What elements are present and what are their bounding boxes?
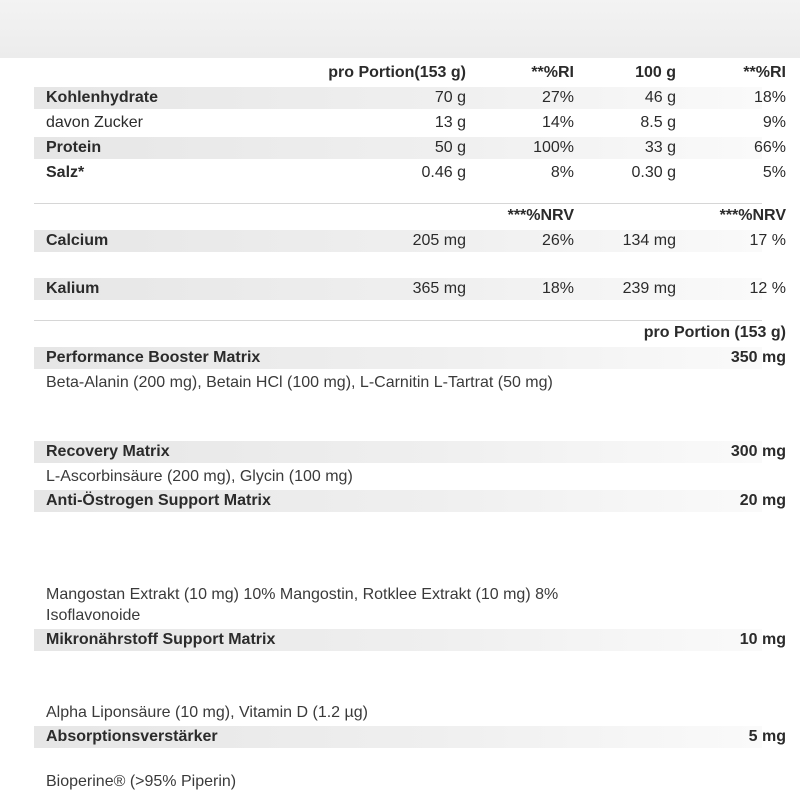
table-row xyxy=(34,137,786,159)
row-portion: 50 g xyxy=(434,139,466,156)
row-ri-1: 14% xyxy=(541,114,574,131)
row-ri-1: 8% xyxy=(550,164,574,181)
header-nrv-2: ***%NRV xyxy=(719,207,786,224)
row-per-100: 46 g xyxy=(644,89,676,106)
row-per-100: 8.5 g xyxy=(640,114,676,131)
matrix-detail: Alpha Liponsäure (10 mg), Vitamin D (1.2 µg) xyxy=(46,704,368,721)
matrix-detail: Beta-Alanin (200 mg), Betain HCl (100 mg), L-Carnitin L-Tartrat (50 mg) xyxy=(46,374,553,391)
row-name: Kalium xyxy=(46,280,100,297)
matrix-name: Performance Booster Matrix xyxy=(46,349,261,366)
row-name: Kohlenhydrate xyxy=(46,89,159,106)
row-ri-2: 9% xyxy=(762,114,786,131)
row-portion: 0.46 g xyxy=(421,164,466,181)
matrix-row xyxy=(34,441,786,463)
row-name: davon Zucker xyxy=(46,114,143,131)
row-nrv-2: 17 % xyxy=(749,232,786,249)
matrix-amount: 300 mg xyxy=(730,443,786,460)
matrix-detail: Isoflavonoide xyxy=(46,607,141,624)
row-name: Calcium xyxy=(46,232,109,249)
row-ri-2: 66% xyxy=(753,139,786,156)
matrix-name: Recovery Matrix xyxy=(46,443,170,460)
row-nrv-2: 12 % xyxy=(749,280,786,297)
matrix-amount: 5 mg xyxy=(748,728,786,745)
row-nrv-1: 26% xyxy=(541,232,574,249)
divider xyxy=(34,320,762,321)
row-per-100: 33 g xyxy=(644,139,676,156)
matrix-row xyxy=(34,629,786,651)
table-row xyxy=(34,230,786,252)
row-portion: 13 g xyxy=(434,114,466,131)
top-band xyxy=(0,0,800,58)
matrix-detail: L-Ascorbinsäure (200 mg), Glycin (100 mg) xyxy=(46,468,353,485)
row-portion: 70 g xyxy=(434,89,466,106)
row-ri-1: 100% xyxy=(533,139,574,156)
row-name: Salz* xyxy=(46,164,85,181)
table2-header xyxy=(34,205,786,227)
row-per-100: 239 mg xyxy=(622,280,676,297)
row-per-100: 134 mg xyxy=(622,232,676,249)
matrix-amount: 20 mg xyxy=(739,492,786,509)
header-nrv-1: ***%NRV xyxy=(507,207,574,224)
header-per-portion: pro Portion(153 g) xyxy=(328,64,466,81)
table-row xyxy=(34,112,786,134)
matrix-name: Mikronährstoff Support Matrix xyxy=(46,631,276,648)
matrix-name: Absorptionsverstärker xyxy=(46,728,218,745)
table-row xyxy=(34,87,786,109)
header-per-100: 100 g xyxy=(635,64,676,81)
row-ri-2: 18% xyxy=(753,89,786,106)
matrix-row xyxy=(34,490,786,512)
row-ri-2: 5% xyxy=(762,164,786,181)
matrix-row xyxy=(34,726,786,748)
matrix-header xyxy=(34,322,786,344)
header-ri-1: **%RI xyxy=(531,64,574,81)
row-nrv-1: 18% xyxy=(541,280,574,297)
matrix-header-portion: pro Portion (153 g) xyxy=(643,324,786,341)
row-ri-1: 27% xyxy=(541,89,574,106)
matrix-name: Anti-Östrogen Support Matrix xyxy=(46,492,271,509)
row-name: Protein xyxy=(46,139,102,156)
matrix-amount: 350 mg xyxy=(730,349,786,366)
table1-header xyxy=(34,62,786,84)
table-row xyxy=(34,278,786,300)
table-row xyxy=(34,162,786,184)
row-per-100: 0.30 g xyxy=(631,164,676,181)
matrix-detail: Mangostan Extrakt (10 mg) 10% Mangostin, Rotklee Extrakt (10 mg) 8% xyxy=(46,586,559,603)
divider xyxy=(34,203,762,204)
row-portion: 365 mg xyxy=(412,280,466,297)
header-ri-2: **%RI xyxy=(743,64,786,81)
matrix-row xyxy=(34,347,786,369)
matrix-amount: 10 mg xyxy=(739,631,786,648)
row-portion: 205 mg xyxy=(412,232,466,249)
matrix-detail: Bioperine® (>95% Piperin) xyxy=(46,773,237,790)
